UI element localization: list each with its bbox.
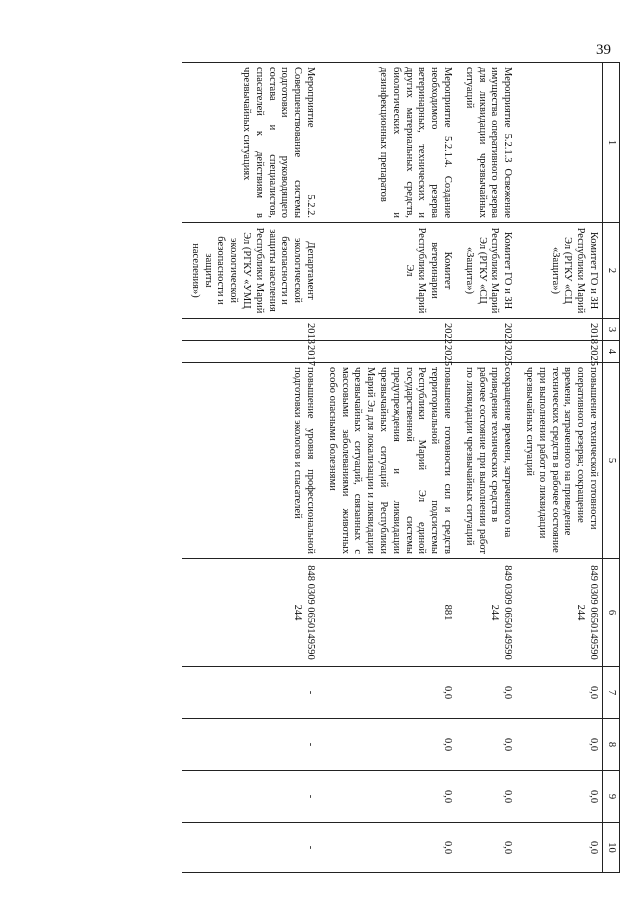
column-header: 5 [603,363,620,559]
value-cell: - [182,823,319,873]
activity-name-cell: Мероприятие 5.2.2. Совершенствование системы подготовки руководящего состава и специалистов, спасателей к действиям в чрезвычайных ситуациях [182,63,319,223]
budget-code-cell: 849 0309 0650149590 244 [516,559,602,667]
start-year-cell: 2013 [182,319,319,341]
budget-code-cell: 848 0309 0650149590 244 [182,559,319,667]
expected-result-cell: повышение уровня профессиональной подготовки экологов и спасателей [182,363,319,559]
value-cell: - [182,719,319,771]
budget-code-cell: 849 0309 0650149590 244 [456,559,516,667]
activity-name-cell: Мероприятие 5.2.1.4. Создание необходимого резерва ветеринарных, технических и других материальных средств, биологических и дезинфекционных препаратов [319,63,456,223]
executor-cell: Комитет ГО и ЗН Республики Марий Эл (РГКУ «СЦ «Защита») [516,223,602,319]
column-header: 6 [603,559,620,667]
start-year-cell: 2023 [456,319,516,341]
value-cell: 0,0 [516,719,602,771]
column-header: 1 [603,63,620,223]
column-number-header-row [603,63,620,873]
value-cell: 0,0 [516,771,602,823]
column-header: 10 [603,823,620,873]
table-row [456,63,516,873]
value-cell: 0,0 [456,667,516,719]
value-cell: 0,0 [319,667,456,719]
column-header: 2 [603,223,620,319]
expected-result-cell: сокращение времени, затраченного на приведение технических средств в рабочее состояние при выполнении работ по ликвидации чрезвычайных ситуаций [456,363,516,559]
column-header: 4 [603,341,620,363]
end-year-cell: 2025 [456,341,516,363]
program-activities-table [182,62,620,873]
table-row [516,63,602,873]
rotated-table-container [110,62,620,872]
executor-cell: Департамент экологической безопасности и защиты населения Республики Марий Эл (РГКУ «УМЦ экологической безопасности и защиты населения») [182,223,319,319]
expected-result-cell: повышение технической готовности оперативного резерва; сокращение времени, затраченного на приведение технических средств в рабочее состояние при выполнении работ по ликвидации чрезвычайных ситуаций [516,363,602,559]
activity-name-cell [516,63,602,223]
start-year-cell: 2022 [319,319,456,341]
column-header: 9 [603,771,620,823]
end-year-cell: 2017 [182,341,319,363]
table-row [182,63,319,873]
start-year-cell: 2018 [516,319,602,341]
value-cell: - [182,667,319,719]
executor-cell: Комитет ветеринарии Республики Марий Эл [319,223,456,319]
page-number: 39 [596,42,611,58]
executor-cell: Комитет ГО и ЗН Республики Марий Эл (РГКУ «СЦ «Защита») [456,223,516,319]
budget-code-cell: 881 [319,559,456,667]
end-year-cell: 2025 [516,341,602,363]
column-header: 3 [603,319,620,341]
column-header: 7 [603,667,620,719]
value-cell: 0,0 [319,823,456,873]
value-cell: - [182,771,319,823]
activity-name-cell: Мероприятие 5.2.1.3 Освежение имущества оперативного резерва для ликвидации чрезвычайных ситуаций [456,63,516,223]
value-cell: 0,0 [516,823,602,873]
value-cell: 0,0 [456,823,516,873]
end-year-cell: 2025 [319,341,456,363]
value-cell: 0,0 [456,719,516,771]
expected-result-cell: повышение готовности сил и средств территориальной подсистемы Республики Марий Эл единой государственной системы предупреждения и ликвидации чрезвычайных ситуаций Республики Марий Эл для локализации и ликвидации чрезвычайных ситуаций, связанных с массовыми заболеваниями животных особо опасными болезнями [319,363,456,559]
value-cell: 0,0 [456,771,516,823]
value-cell: 0,0 [319,771,456,823]
table-row [319,63,456,873]
value-cell: 0,0 [516,667,602,719]
value-cell: 0,0 [319,719,456,771]
column-header: 8 [603,719,620,771]
